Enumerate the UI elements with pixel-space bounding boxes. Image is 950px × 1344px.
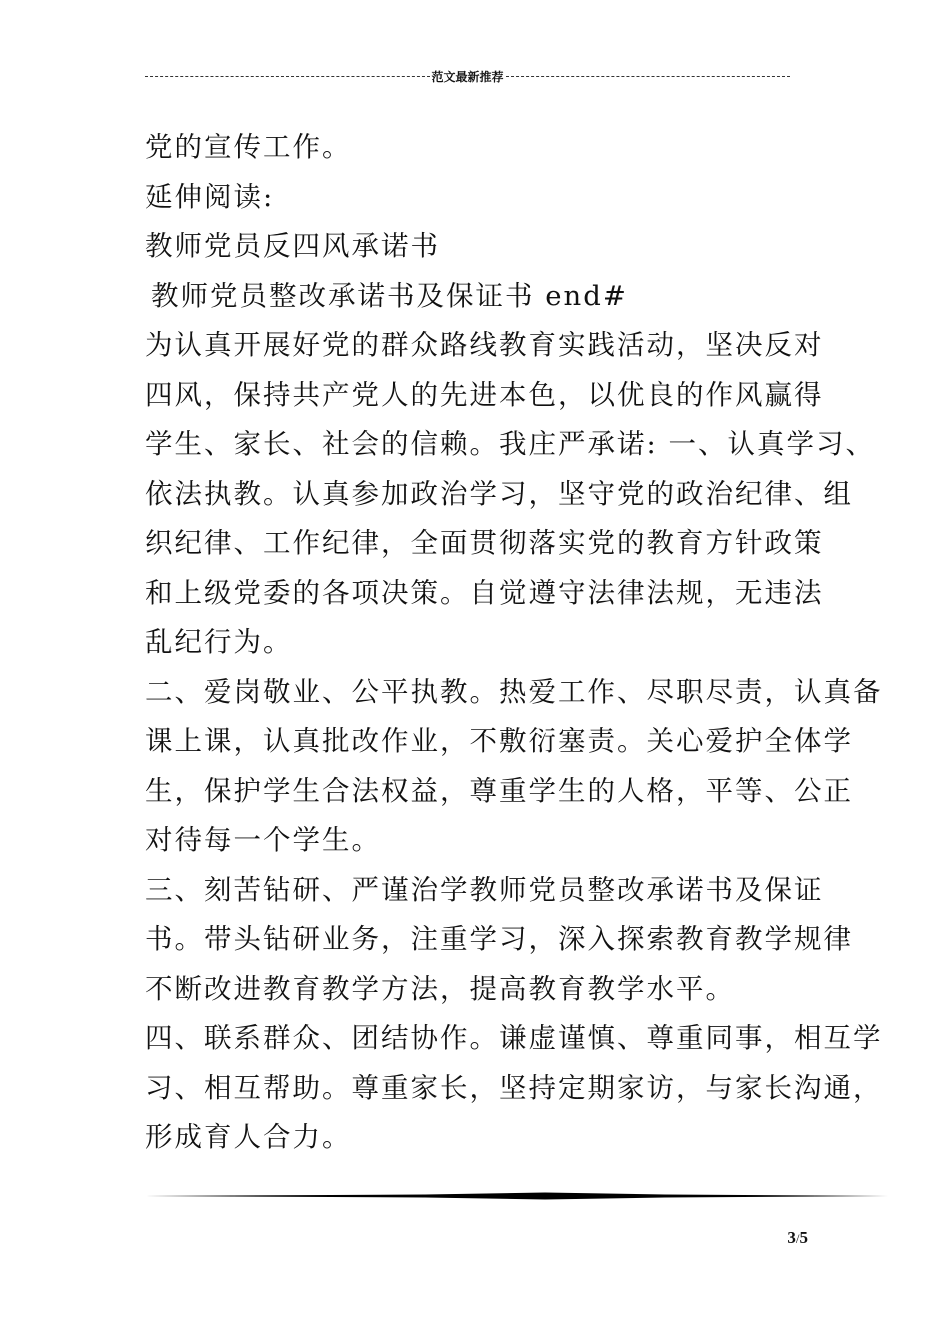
body-line: 为认真开展好党的群众路线教育实践活动，坚决反对 bbox=[145, 329, 824, 361]
page-current: 3 bbox=[787, 1228, 796, 1247]
body-line: 对待每一个学生。 bbox=[145, 824, 381, 856]
body-line: 和上级党委的各项决策。自觉遵守法律法规，无违法 bbox=[145, 576, 824, 609]
footer-rule bbox=[145, 1192, 888, 1200]
body-line: 四、联系群众、团结协作。谦虚谨慎、尊重同事，相互学 bbox=[145, 1022, 883, 1054]
body-line: 生，保护学生合法权益，尊重学生的人格，平等、公正 bbox=[145, 774, 853, 807]
body-line: 习、相互帮助。尊重家长，坚持定期家访，与家长沟通， bbox=[145, 1071, 883, 1104]
body-line: 依法执教。认真参加政治学习，坚守党的政治纪律、组 bbox=[145, 477, 853, 510]
body-line: 乱纪行为。 bbox=[145, 626, 293, 658]
header-dash-left bbox=[145, 76, 430, 77]
page-number bbox=[760, 1228, 808, 1248]
body-line: 教师党员反四风承诺书 bbox=[145, 230, 440, 262]
page-total: 5 bbox=[799, 1228, 808, 1247]
body-line: 书。带头钻研业务，注重学习，深入探索教育教学规律 bbox=[145, 923, 853, 955]
body-line: 教师党员整改承诺书及保证书 end# bbox=[151, 279, 628, 312]
page-separator: / bbox=[795, 1231, 800, 1246]
body-line: 党的宣传工作。 bbox=[145, 131, 352, 163]
header-title: 范文最新推荐 bbox=[431, 69, 504, 84]
body-line: 四风，保持共产党人的先进本色，以优良的作风赢得 bbox=[145, 378, 824, 411]
body-line: 形成育人合力。 bbox=[145, 1121, 352, 1153]
body-line: 学生、家长、社会的信赖。我庄严承诺: 一、认真学习、 bbox=[145, 428, 876, 460]
body-line: 三、刻苦钻研、严谨治学教师党员整改承诺书及保证 bbox=[145, 873, 824, 906]
body-line: 不断改进教育教学方法，提高教育教学水平。 bbox=[145, 972, 735, 1005]
body-line: 延伸阅读: bbox=[145, 180, 275, 213]
header-dash-right bbox=[506, 76, 791, 77]
document-body bbox=[145, 123, 883, 1163]
body-line: 织纪律、工作纪律，全面贯彻落实党的教育方针政策 bbox=[145, 527, 824, 559]
page-header bbox=[145, 66, 790, 86]
body-line: 二、爱岗敬业、公平执教。热爱工作、尽职尽责，认真备 bbox=[145, 675, 883, 708]
body-line: 课上课，认真批改作业，不敷衍塞责。关心爱护全体学 bbox=[145, 725, 853, 757]
